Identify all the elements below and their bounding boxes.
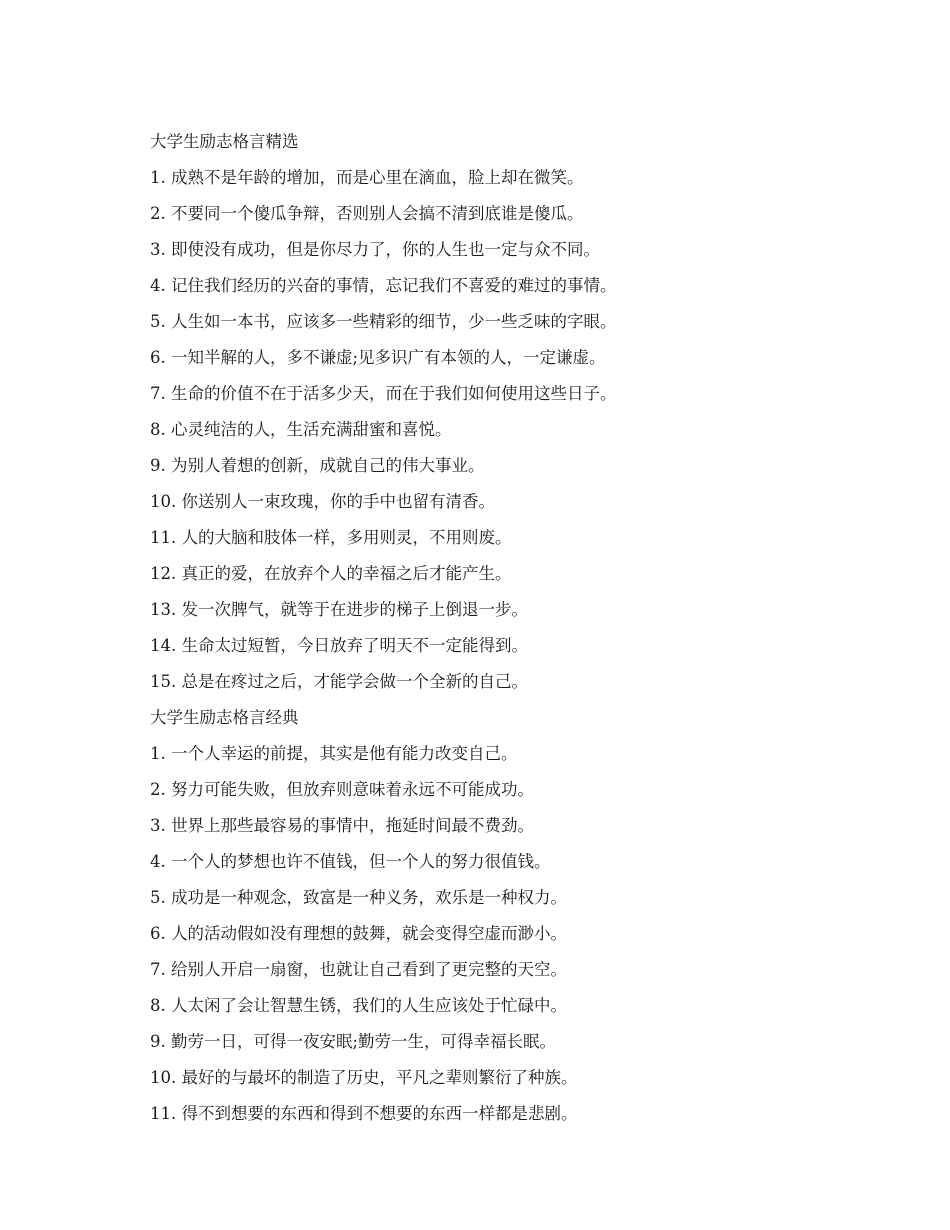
quote-item: 6. 一知半解的人，多不谦虚;见多识广有本领的人，一定谦虚。 [150,348,606,367]
quote-item: 8. 人太闲了会让智慧生锈，我们的人生应该处于忙碌中。 [150,996,567,1015]
quote-item: 2. 不要同一个傻瓜争辩，否则别人会搞不清到底谁是傻瓜。 [150,204,584,223]
section-title: 大学生励志格言精选 [150,132,299,151]
quote-item: 7. 生命的价值不在于活多少天，而在于我们如何使用这些日子。 [150,384,617,403]
quote-item: 1. 一个人幸运的前提，其实是他有能力改变自己。 [150,744,518,763]
quote-item: 3. 即使没有成功，但是你尽力了，你的人生也一定与众不同。 [150,240,600,259]
quote-item: 3. 世界上那些最容易的事情中，拖延时间最不费劲。 [150,816,534,835]
quote-item: 11. 人的大脑和肢体一样，多用则灵，不用则废。 [150,528,512,547]
quote-item: 10. 你送别人一束玫瑰，你的手中也留有清香。 [150,492,495,511]
quote-item: 5. 成功是一种观念，致富是一种义务，欢乐是一种权力。 [150,888,567,907]
quote-item: 9. 勤劳一日，可得一夜安眠;勤劳一生，可得幸福长眠。 [150,1032,557,1051]
quote-item: 11. 得不到想要的东西和得到不想要的东西一样都是悲剧。 [150,1104,578,1123]
quote-item: 6. 人的活动假如没有理想的鼓舞，就会变得空虚而渺小。 [150,924,567,943]
section-classic [150,700,870,1132]
quote-item: 14. 生命太过短暂，今日放弃了明天不一定能得到。 [150,636,528,655]
quote-item: 7. 给别人开启一扇窗，也就让自己看到了更完整的天空。 [150,960,567,979]
quote-item: 2. 努力可能失败，但放弃则意味着永远不可能成功。 [150,780,534,799]
quote-item: 1. 成熟不是年龄的增加，而是心里在滴血，脸上却在微笑。 [150,168,584,187]
section-title: 大学生励志格言经典 [150,708,299,727]
document-page [150,124,870,1132]
quote-item: 10. 最好的与最坏的制造了历史，平凡之辈则繁衍了种族。 [150,1068,578,1087]
quote-item: 12. 真正的爱，在放弃个人的幸福之后才能产生。 [150,564,512,583]
quote-item: 4. 一个人的梦想也许不值钱，但一个人的努力很值钱。 [150,852,551,871]
quote-item: 8. 心灵纯洁的人，生活充满甜蜜和喜悦。 [150,420,452,439]
quote-item: 13. 发一次脾气，就等于在进步的梯子上倒退一步。 [150,600,528,619]
quote-item: 15. 总是在疼过之后，才能学会做一个全新的自己。 [150,672,528,691]
quote-item: 9. 为别人着想的创新，成就自己的伟大事业。 [150,456,485,475]
quote-item: 5. 人生如一本书，应该多一些精彩的细节，少一些乏味的字眼。 [150,312,617,331]
section-selected [150,124,870,700]
quote-item: 4. 记住我们经历的兴奋的事情，忘记我们不喜爱的难过的事情。 [150,276,617,295]
